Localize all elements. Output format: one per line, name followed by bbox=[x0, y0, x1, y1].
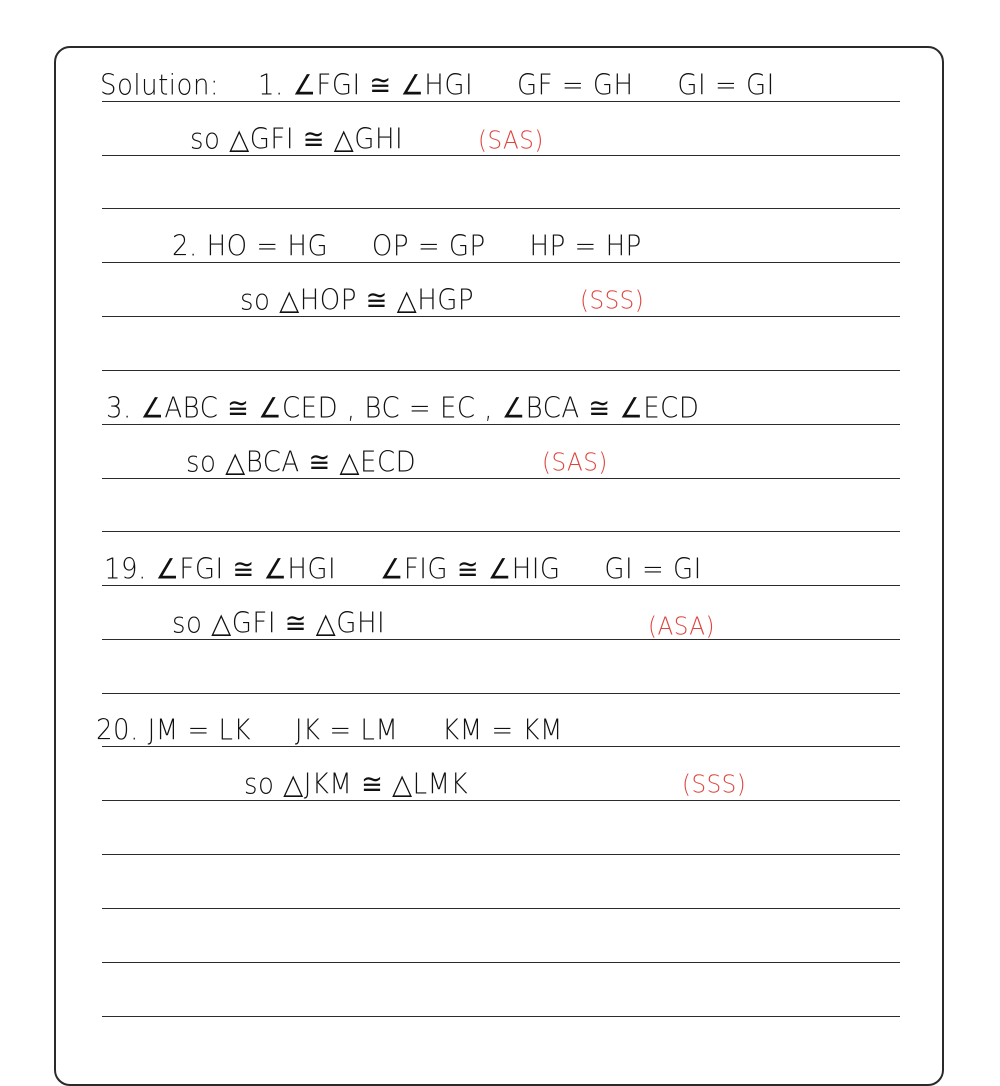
item-1-conclusion: so △GFI ≅ △GHI bbox=[190, 123, 404, 157]
item-20-conclusion: so △JKM ≅ △LMK bbox=[244, 768, 469, 802]
ruled-line bbox=[102, 208, 900, 209]
ruled-line bbox=[102, 531, 900, 532]
ruled-line bbox=[102, 962, 900, 963]
item-2-reason: (SSS) bbox=[580, 287, 645, 316]
item-1-given: 1. ∠FGI ≅ ∠HGI GF = GH GI = GI bbox=[258, 69, 775, 103]
solution-heading: Solution: bbox=[100, 69, 220, 103]
item-20-reason: (SSS) bbox=[682, 771, 747, 800]
ruled-line bbox=[102, 316, 900, 317]
item-19-reason: (ASA) bbox=[648, 613, 715, 642]
item-20-given: 20. JM = LK JK = LM KM = KM bbox=[96, 714, 563, 748]
ruled-line bbox=[102, 800, 900, 801]
item-19-given: 19. ∠FGI ≅ ∠HGI ∠FIG ≅ ∠HIG GI = GI bbox=[104, 553, 702, 587]
ruled-line bbox=[102, 1016, 900, 1017]
item-3-conclusion: so △BCA ≅ △ECD bbox=[186, 446, 417, 480]
ruled-line bbox=[102, 693, 900, 694]
item-3-given: 3. ∠ABC ≅ ∠CED , BC = EC , ∠BCA ≅ ∠ECD bbox=[106, 392, 700, 426]
ruled-line bbox=[102, 908, 900, 909]
item-3-reason: (SAS) bbox=[542, 449, 608, 478]
ruled-line bbox=[102, 370, 900, 371]
item-1-reason: (SAS) bbox=[478, 127, 544, 156]
item-2-given: 2. HO = HG OP = GP HP = HP bbox=[172, 230, 642, 264]
item-19-conclusion: so △GFI ≅ △GHI bbox=[172, 607, 386, 641]
ruled-line bbox=[102, 854, 900, 855]
item-2-conclusion: so △HOP ≅ △HGP bbox=[240, 284, 475, 318]
